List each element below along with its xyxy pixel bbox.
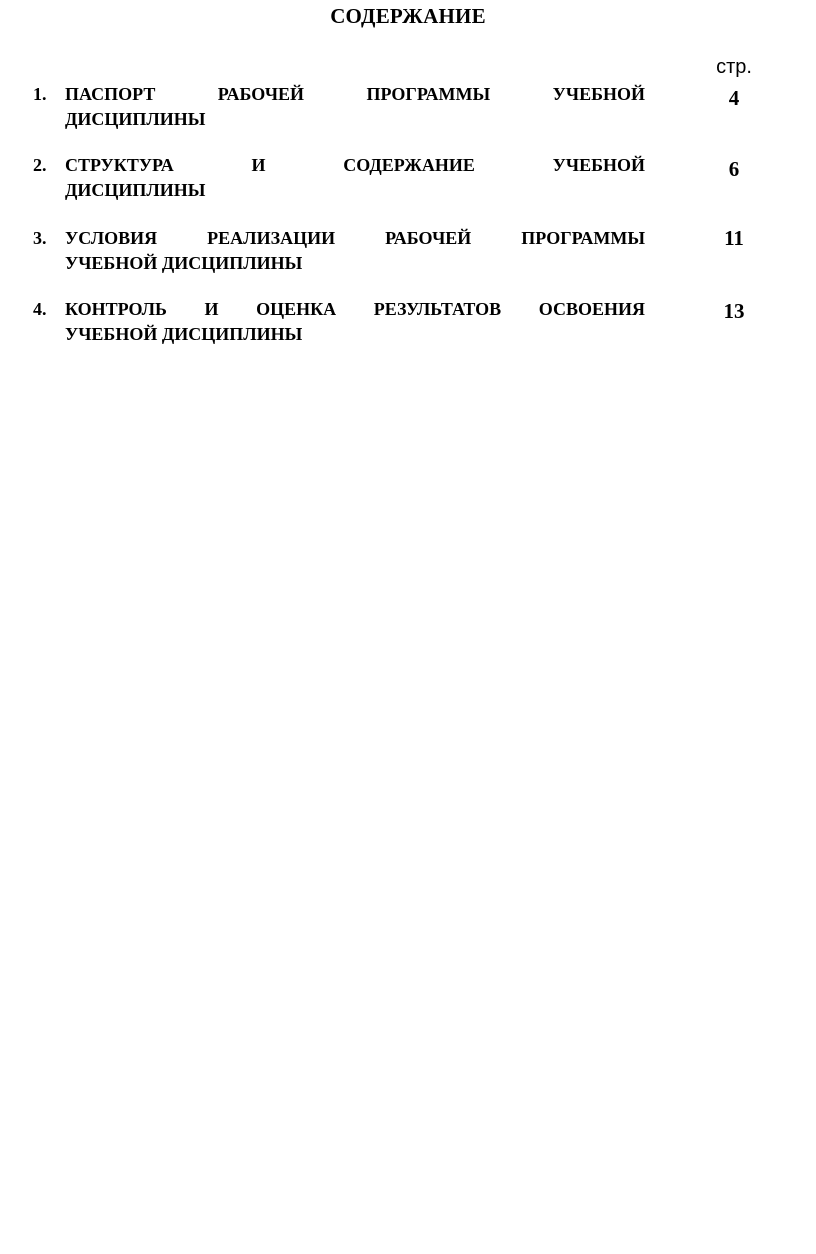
toc-item-text [65,82,645,132]
toc-item-line2: УЧЕБНОЙ ДИСЦИПЛИНЫ [65,324,303,344]
toc-item-number: 2. [33,155,47,175]
toc-item-line1: ПАСПОРТ РАБОЧЕЙ ПРОГРАММЫ УЧЕБНОЙ [65,84,645,104]
document-title: СОДЕРЖАНИЕ [330,4,486,28]
toc-item-number: 1. [33,84,47,104]
toc-item-text [65,226,645,276]
toc-item-page: 11 [724,226,744,250]
toc-item-number: 3. [33,228,47,248]
toc-item-page: 13 [723,299,745,323]
page-column-label: стр. [716,56,752,78]
toc-item-line1: КОНТРОЛЬ И ОЦЕНКА РЕЗУЛЬТАТОВ ОСВОЕНИЯ [65,299,645,319]
toc-item-text [65,153,645,203]
toc-item-line2: УЧЕБНОЙ ДИСЦИПЛИНЫ [65,253,303,273]
toc-item-line1: УСЛОВИЯ РЕАЛИЗАЦИИ РАБОЧЕЙ ПРОГРАММЫ [65,228,645,248]
toc-item-line2: ДИСЦИПЛИНЫ [65,109,206,129]
toc-item-line2: ДИСЦИПЛИНЫ [65,180,206,200]
toc-item-page: 4 [728,86,740,110]
toc-item-line1: СТРУКТУРА И СОДЕРЖАНИЕ УЧЕБНОЙ [65,155,645,175]
toc-item-page: 6 [728,157,740,181]
toc-item-text [65,297,645,347]
toc-item-number: 4. [33,299,47,319]
